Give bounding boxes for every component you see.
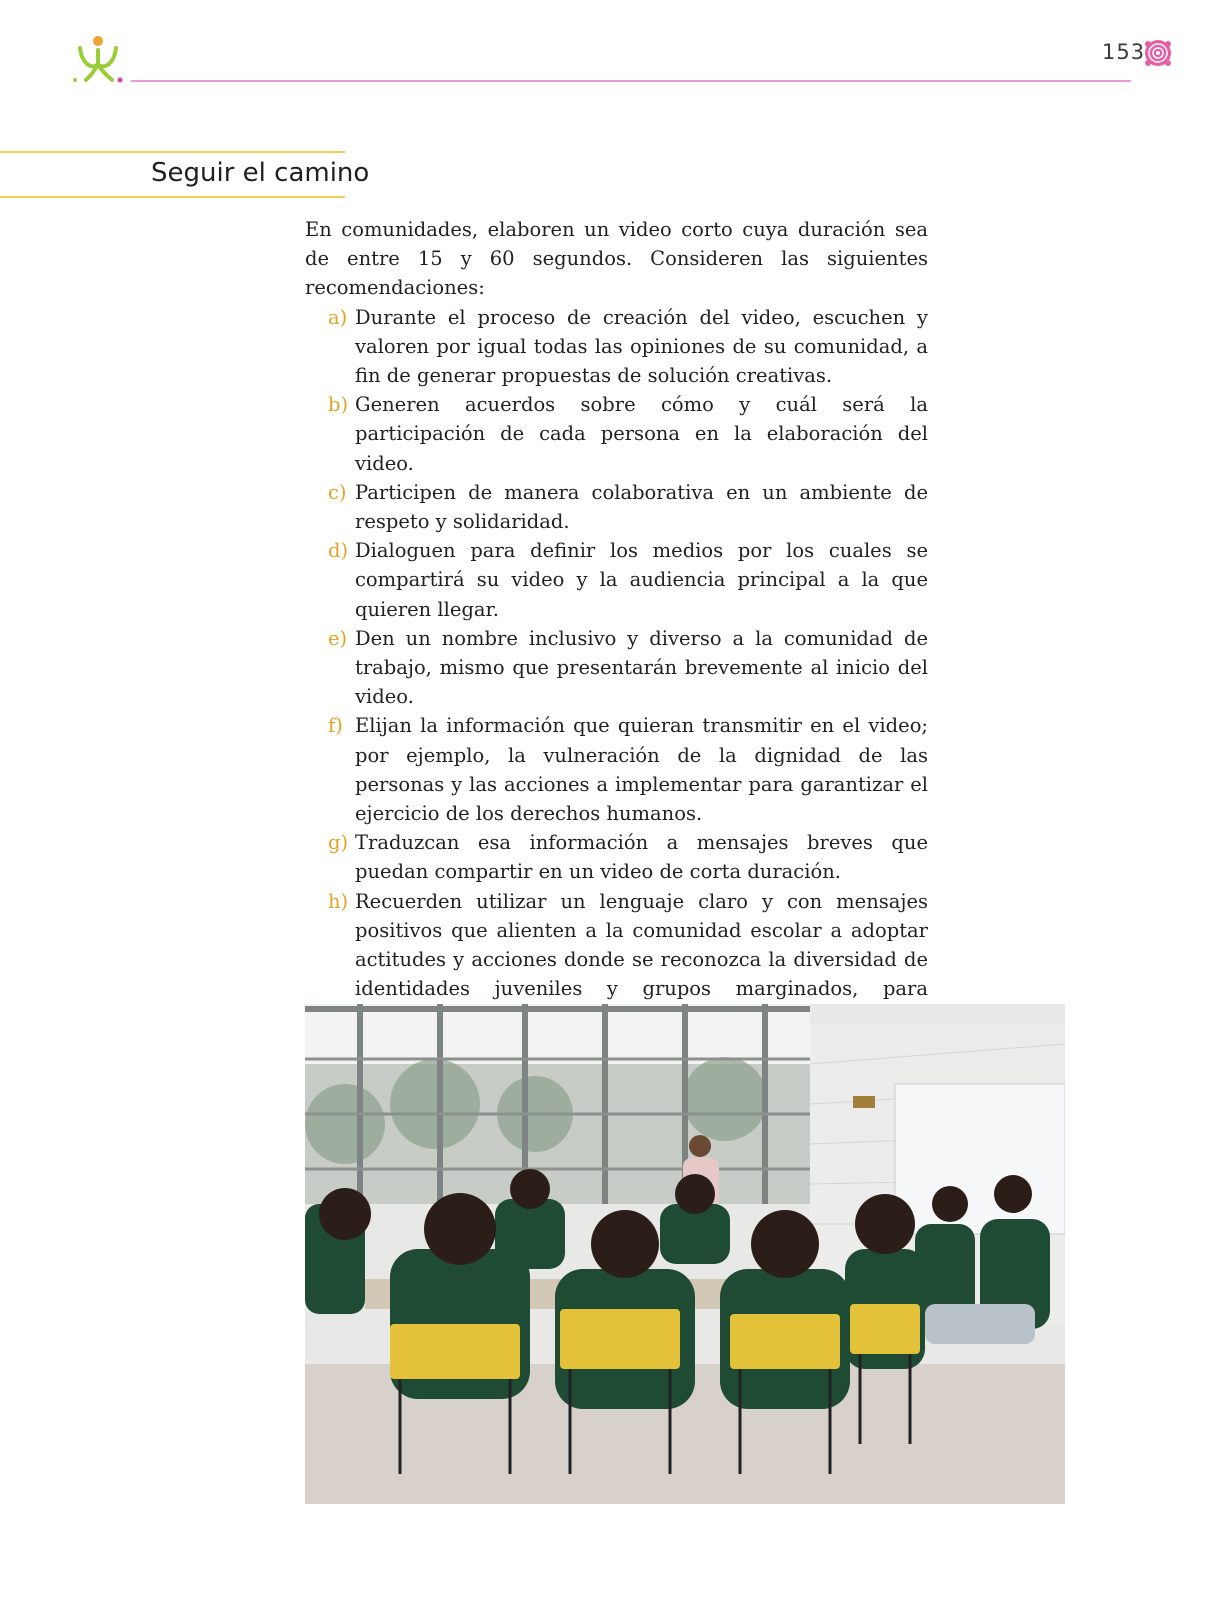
section-bottom-rule (0, 196, 345, 198)
header-rule (131, 80, 1131, 82)
list-item (305, 536, 928, 624)
sprout-figure-icon (72, 34, 124, 84)
section-top-rule (0, 151, 345, 153)
page-number: 153 (1102, 40, 1146, 64)
list-item (305, 624, 928, 712)
body-text (305, 215, 928, 1120)
list-item (305, 478, 928, 536)
list-item (305, 390, 928, 478)
list-item-text: Dialoguen para definir los medios por los cuales se compartirá su video y la audiencia principal a la que quieren llegar. (355, 539, 928, 621)
list-item-text: Elijan la información que quieran transmitir en el video; por ejemplo, la vulneración de la dignidad de las personas y las acciones a implementar para garantizar el ejercicio de los derechos humanos. (355, 714, 928, 826)
list-item (305, 711, 928, 828)
intro-paragraph: En comunidades, elaboren un video corto cuya duración sea de entre 15 y 60 segundos. Consideren las siguientes recomendaciones: (305, 218, 928, 300)
list-item-text: Participen de manera colaborativa en un ambiente de respeto y solidaridad. (355, 480, 928, 534)
list-marker: e) (328, 626, 348, 650)
classroom-photo (305, 1004, 1065, 1504)
list-item-text: Recuerden utilizar un lenguaje claro y con mensajes positivos que alienten a la comunidad escolar a adoptar actitudes y acciones donde se reconozca la diversidad de identidades juveniles y grupos marginados, para (355, 889, 928, 1001)
list-item-text: Durante el proceso de creación del video, escuchen y valoren por igual todas las opiniones de su comunidad, a fin de generar propuestas de solución creativas. (355, 305, 928, 388)
list-marker: f) (328, 714, 343, 738)
list-item (305, 303, 928, 391)
list-item (305, 828, 928, 886)
list-marker: d) (328, 539, 349, 563)
recommendations-list (305, 303, 928, 1121)
list-item-text: Generen acuerdos sobre cómo y cuál será la participación de cada persona en la elaboración del video. (355, 393, 928, 475)
section-title: Seguir el camino (151, 158, 370, 188)
list-marker: g) (328, 831, 349, 855)
list-marker: b) (328, 393, 349, 417)
list-marker: a) (328, 305, 348, 329)
list-item-text: Den un nombre inclusivo y diverso a la comunidad de trabajo, mismo que presentarán brevemente al inicio del video. (355, 626, 928, 709)
list-marker: c) (328, 480, 347, 504)
list-item-text: Traduzcan esa información a mensajes breves que puedan compartir en un video de corta duración. (355, 831, 928, 884)
list-marker: h) (328, 889, 349, 913)
flower-icon (1143, 38, 1173, 68)
